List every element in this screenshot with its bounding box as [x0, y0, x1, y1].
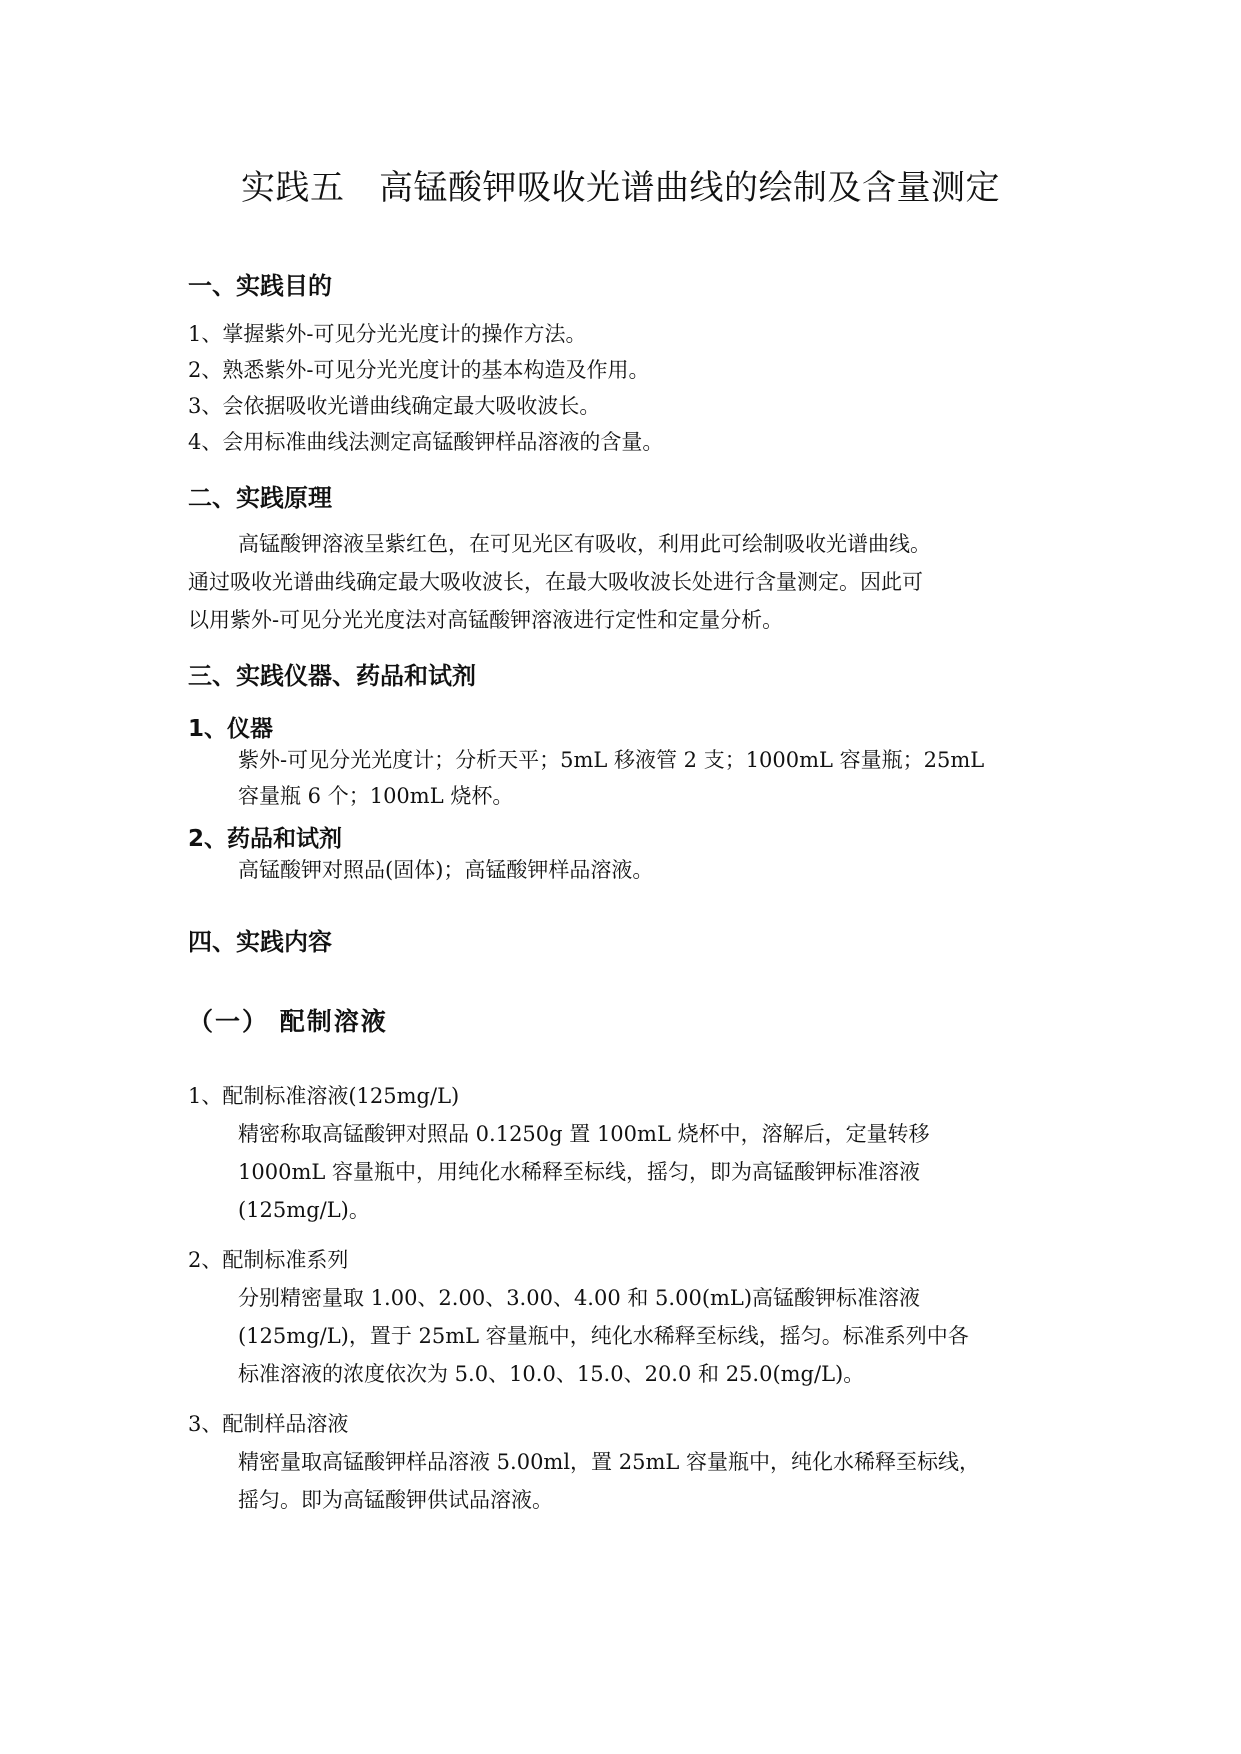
step-line: 分别精密量取 1.00、2.00、3.00、4.00 和 5.00(mL)高锰酸钾标准溶液 [238, 1286, 921, 1310]
objective-item: 3、会依据吸收光谱曲线确定最大吸收波长。 [188, 394, 601, 418]
section-heading-materials: 三、实践仪器、药品和试剂 [188, 662, 476, 690]
instruments-line: 紫外-可见分光光度计；分析天平；5mL 移液管 2 支；1000mL 容量瓶；25mL [238, 748, 985, 772]
objective-item: 1、掌握紫外-可见分光光度计的操作方法。 [188, 322, 587, 346]
step-line: 精密称取高锰酸钾对照品 0.1250g 置 100mL 烧杯中，溶解后，定量转移 [238, 1122, 930, 1146]
section-heading-principle: 二、实践原理 [188, 484, 332, 512]
part-heading-prepare-solutions: （一） 配制溶液 [188, 1007, 388, 1036]
principle-line: 通过吸收光谱曲线确定最大吸收波长，在最大吸收波长处进行含量测定。因此可 [188, 570, 923, 594]
step-line: 精密量取高锰酸钾样品溶液 5.00ml，置 25mL 容量瓶中，纯化水稀释至标线， [238, 1450, 980, 1474]
instruments-line: 容量瓶 6 个；100mL 烧杯。 [238, 784, 514, 808]
principle-line: 高锰酸钾溶液呈紫红色，在可见光区有吸收，利用此可绘制吸收光谱曲线。 [238, 532, 931, 556]
subsection-heading-instruments: 1、仪器 [188, 716, 274, 742]
subsection-heading-reagents: 2、药品和试剂 [188, 826, 343, 852]
objective-item: 4、会用标准曲线法测定高锰酸钾样品溶液的含量。 [188, 430, 664, 454]
principle-line: 以用紫外-可见分光光度法对高锰酸钾溶液进行定性和定量分析。 [188, 608, 784, 632]
section-heading-objectives: 一、实践目的 [188, 272, 332, 300]
step-heading-sample-solution: 3、配制样品溶液 [188, 1412, 349, 1436]
page-title: 实践五 高锰酸钾吸收光谱曲线的绘制及含量测定 [241, 168, 1000, 208]
step-line: 标准溶液的浓度依次为 5.0、10.0、15.0、20.0 和 25.0(mg/L)。 [238, 1362, 865, 1386]
step-line: (125mg/L)，置于 25mL 容量瓶中，纯化水稀释至标线，摇匀。标准系列中各 [238, 1324, 969, 1348]
step-line: 摇匀。即为高锰酸钾供试品溶液。 [238, 1488, 553, 1512]
reagents-line: 高锰酸钾对照品(固体)；高锰酸钾样品溶液。 [238, 858, 654, 882]
objective-item: 2、熟悉紫外-可见分光光度计的基本构造及作用。 [188, 358, 650, 382]
step-line: (125mg/L)。 [238, 1198, 370, 1222]
section-heading-content: 四、实践内容 [188, 928, 332, 956]
step-heading-standard-solution: 1、配制标准溶液(125mg/L) [188, 1084, 460, 1108]
step-heading-standard-series: 2、配制标准系列 [188, 1248, 349, 1272]
step-line: 1000mL 容量瓶中，用纯化水稀释至标线，摇匀，即为高锰酸钾标准溶液 [238, 1160, 920, 1184]
